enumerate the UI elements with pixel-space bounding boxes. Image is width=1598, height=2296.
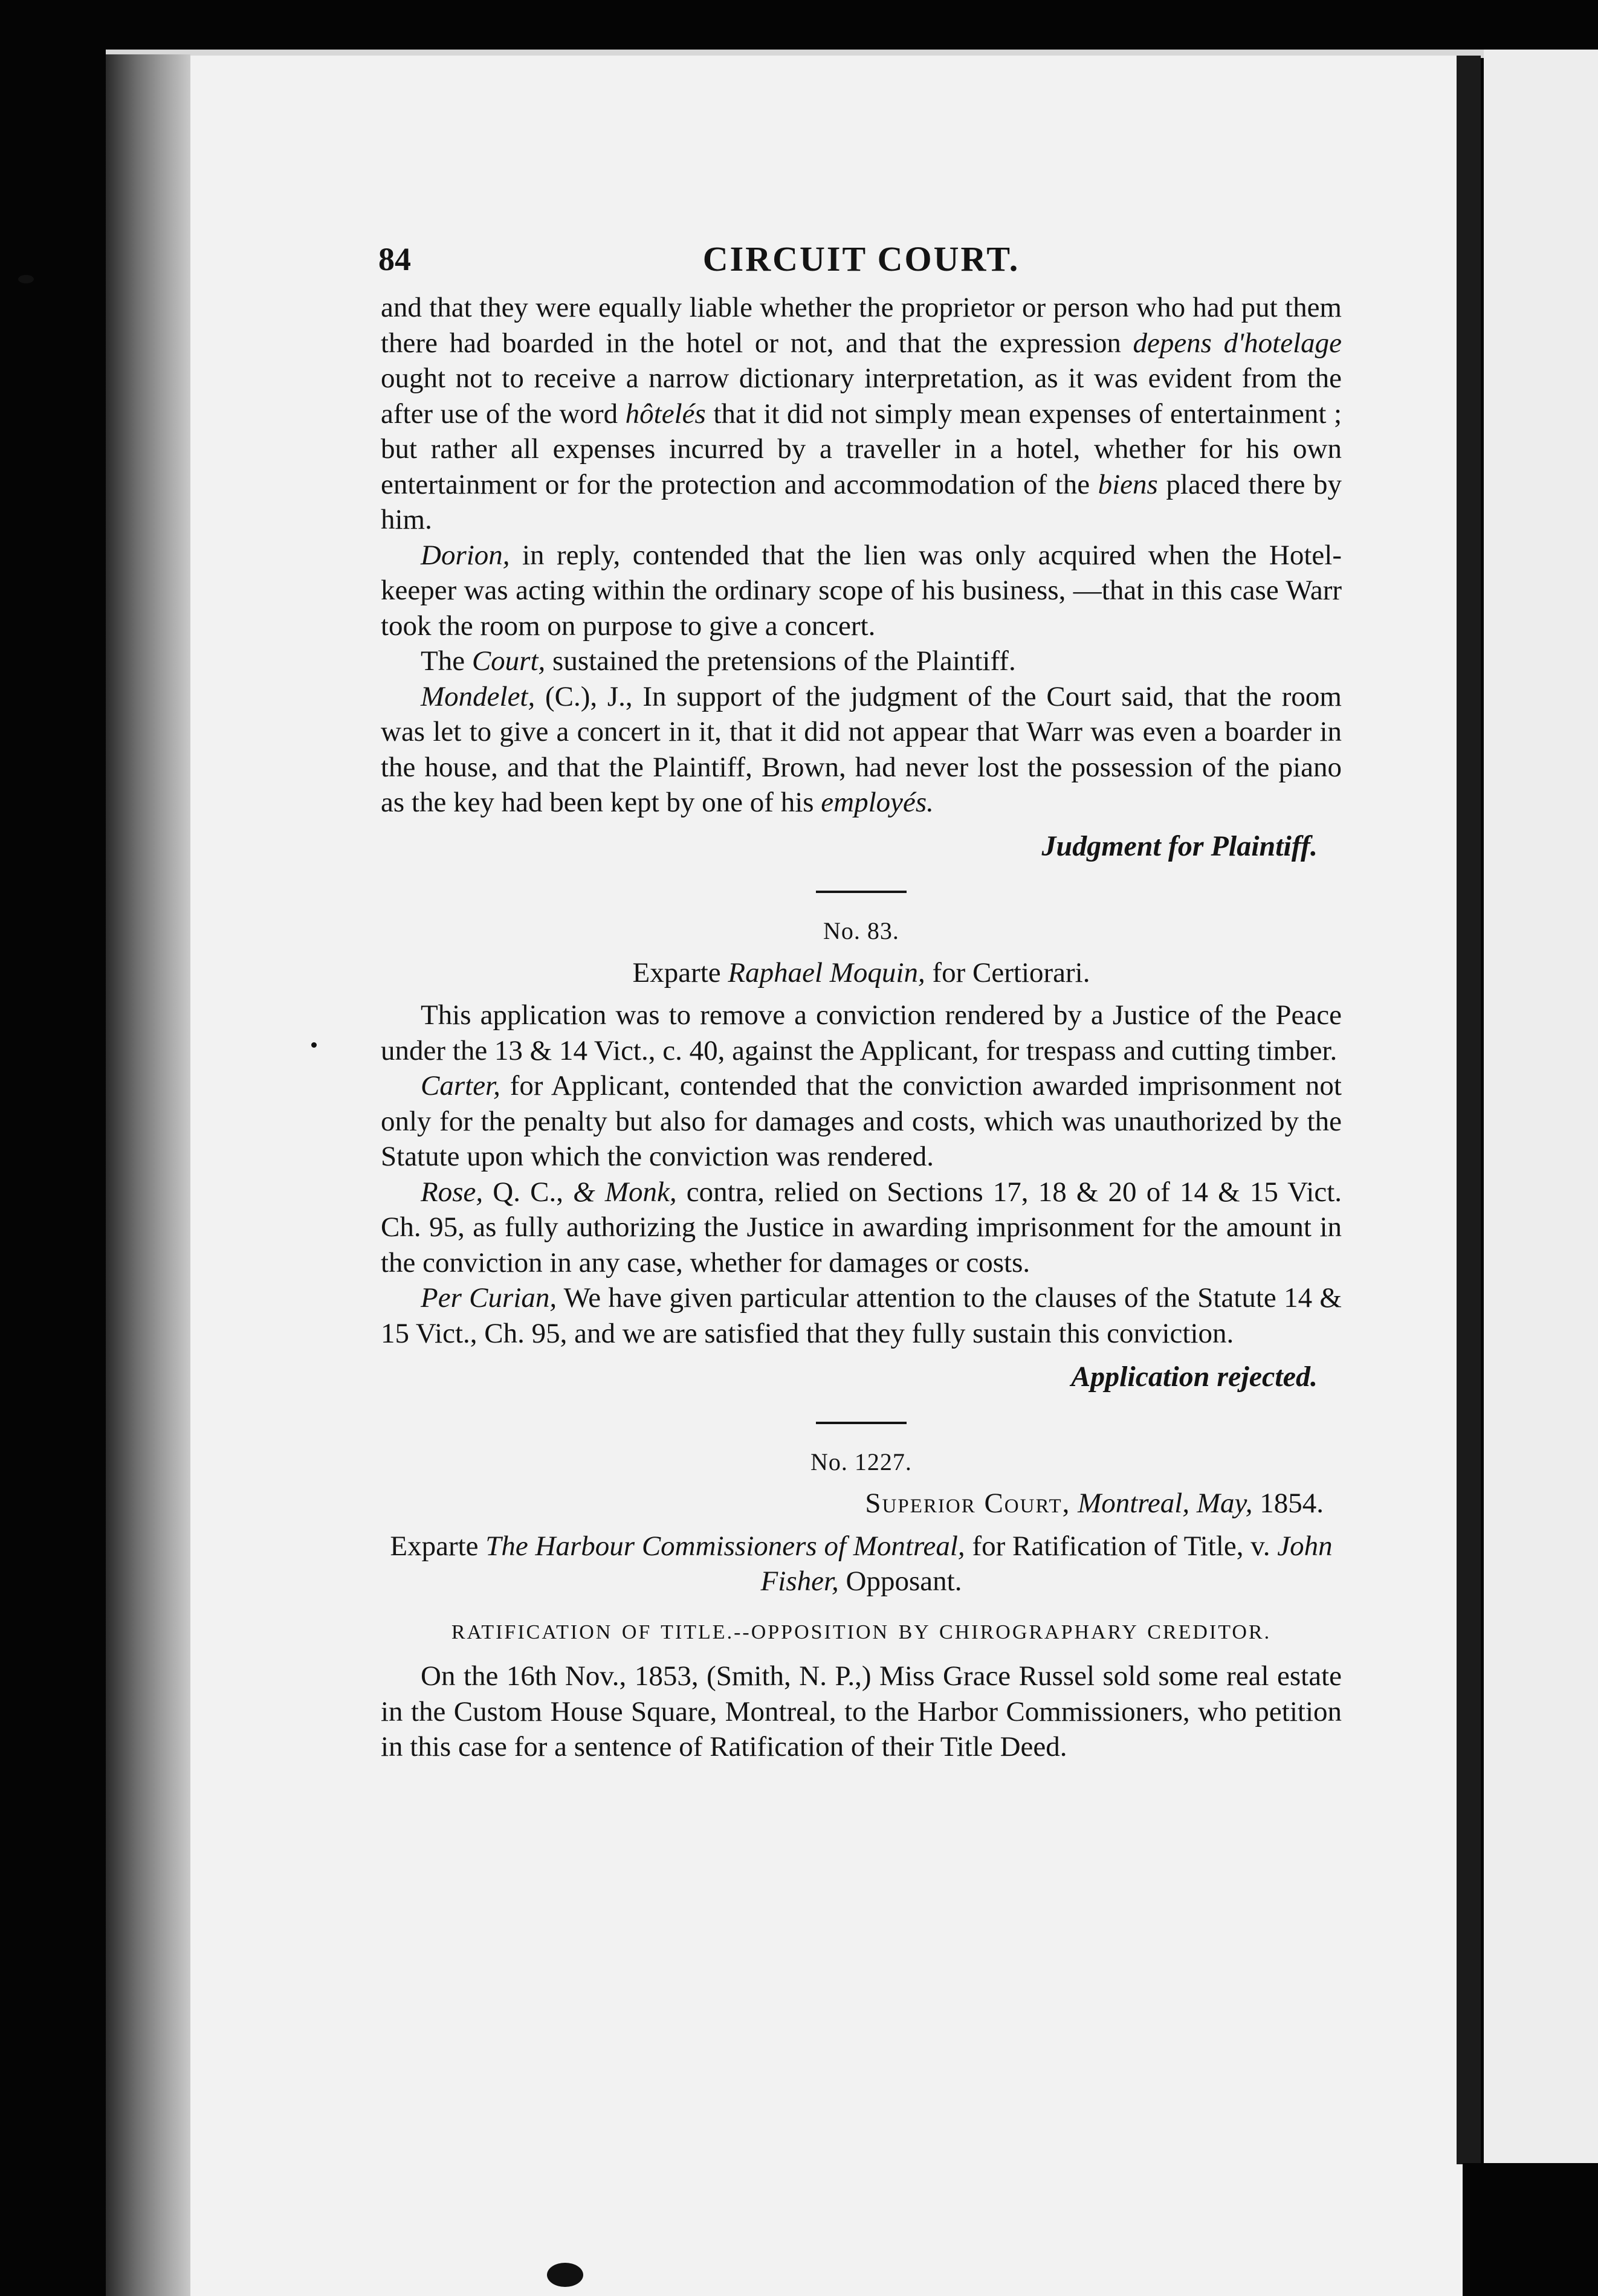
text-run: contra, relied on Sections 17, 18 & 20 of 14 & 15 Vict. Ch. 95, as fully authorizing the Justice in awarding imprisonment for the amount in the conviction in any case, whether for damages or costs. bbox=[381, 1176, 1342, 1279]
running-head bbox=[378, 239, 1342, 290]
text-run: Exparte bbox=[390, 1530, 486, 1562]
text-run: and that they were equally liable whether the proprietor or person who had put them there had boarded in the hotel or not, and that the expression bbox=[381, 292, 1342, 359]
text-run: We have given particular attention to the clauses of the Statute 14 & 15 Vict., Ch. 95, and we are satisfied that they fully sustain this conviction. bbox=[381, 1282, 1342, 1349]
paragraph: This application was to remove a conviction rendered by a Justice of the Peace under the 13 & 14 Vict., c. 40, against the Applicant, for trespass and cutting timber. bbox=[381, 999, 1342, 1066]
text-run: for Certiorari. bbox=[925, 956, 1090, 988]
case-number: No. 83. bbox=[823, 917, 899, 944]
facing-page-shadow bbox=[1457, 56, 1481, 2164]
text-run: ought not to receive a narrow dictionary interpretation, as it was evident from the after use of the word bbox=[381, 363, 1342, 430]
paragraph bbox=[381, 679, 1342, 821]
court-line bbox=[381, 1486, 1324, 1521]
scan-speck bbox=[311, 1042, 317, 1048]
text-run: Opposant. bbox=[838, 1566, 962, 1597]
italic-run: Carter, bbox=[421, 1070, 500, 1101]
section-rule bbox=[816, 1422, 907, 1424]
paragraph bbox=[381, 290, 1342, 538]
page-number: 84 bbox=[378, 241, 411, 277]
italic-run: hôtelés bbox=[625, 398, 706, 430]
scan-speck bbox=[547, 2263, 583, 2287]
paragraph bbox=[381, 1068, 1342, 1175]
paragraph bbox=[381, 643, 1342, 679]
text-run: for Ratification of Title, v. bbox=[965, 1530, 1278, 1562]
italic-run: Dorion, bbox=[421, 539, 510, 571]
paragraph: On the 16th Nov., 1853, (Smith, N. P.,) Miss Grace Russel sold some real estate in the Custom House Square, Montreal, to the Harbor Commissioners, who petition in this case for a sentence of Ratification of their Title Deed. bbox=[381, 1660, 1342, 1762]
running-title: CIRCUIT COURT. bbox=[702, 239, 1020, 279]
case-title bbox=[381, 955, 1342, 991]
page-text bbox=[378, 239, 1342, 1765]
text-run: Q. C., bbox=[483, 1176, 574, 1208]
judgment-line: Judgment for Plaintiff. bbox=[1041, 830, 1318, 862]
facing-page bbox=[1484, 50, 1598, 2164]
italic-run: & Monk, bbox=[573, 1176, 677, 1208]
section-rule bbox=[816, 891, 907, 893]
text-run: that it did not simply mean expenses of entertainment ; but rather all expenses incurred by a traveller in a hotel, whether for his own entertainment or for the protection and accommodation of the bbox=[381, 398, 1342, 500]
paragraph bbox=[381, 1175, 1342, 1281]
paragraph bbox=[381, 538, 1342, 644]
italic-run: The Harbour Commissioners of Montreal, bbox=[485, 1530, 965, 1562]
italic-run: depens d'hotelage bbox=[1133, 327, 1342, 359]
text-run: in reply, contended that the lien was only acquired when the Hotel-keeper was acting within the ordinary scope of his business, —that in this case Warr took the room on purpose to give a concert. bbox=[381, 539, 1342, 642]
text-run: 1854. bbox=[1252, 1488, 1324, 1519]
text-run: sustained the pretensions of the Plaintiff. bbox=[545, 645, 1016, 677]
case-number: No. 1227. bbox=[810, 1448, 912, 1475]
text-run: Exparte bbox=[632, 956, 728, 988]
result-line: Application rejected. bbox=[1071, 1361, 1318, 1393]
headnote: RATIFICATION OF TITLE.--OPPOSITION BY CHIROGRAPHARY CREDITOR. bbox=[451, 1620, 1272, 1643]
italic-run: biens bbox=[1098, 468, 1158, 500]
text-run: placed there by him. bbox=[381, 468, 1342, 535]
text-run: for Applicant, contended that the conviction awarded imprisonment not only for the penalty but also for damages and costs, which was unauthorized by the Statute upon which the conviction was rendered. bbox=[381, 1070, 1342, 1172]
text-run: The bbox=[421, 645, 472, 677]
italic-run: Montreal, May, bbox=[1070, 1488, 1253, 1519]
paragraph bbox=[381, 1280, 1342, 1351]
italic-run: Raphael Moquin, bbox=[728, 956, 925, 988]
italic-run: John Fisher, bbox=[760, 1530, 1333, 1597]
text-run: (C.), J., In support of the judgment of the Court said, that the room was let to give a concert in it, that it did not appear that Warr was even a boarder in the house, and that the Plaintiff, Brown, had never lost the possession of the piano as the key had been kept by one of his bbox=[381, 680, 1342, 818]
text-run: Superior Court, bbox=[865, 1488, 1071, 1519]
case-title bbox=[381, 1529, 1342, 1599]
italic-run: Mondelet, bbox=[421, 680, 535, 712]
italic-run: Per Curian, bbox=[421, 1282, 557, 1314]
italic-run: employés. bbox=[821, 787, 934, 818]
facing-page-bottom-shadow bbox=[1463, 2163, 1598, 2296]
italic-run: Rose, bbox=[421, 1176, 484, 1208]
italic-run: Court, bbox=[471, 645, 546, 677]
book-gutter bbox=[106, 54, 190, 2296]
scan-speck bbox=[18, 275, 34, 283]
